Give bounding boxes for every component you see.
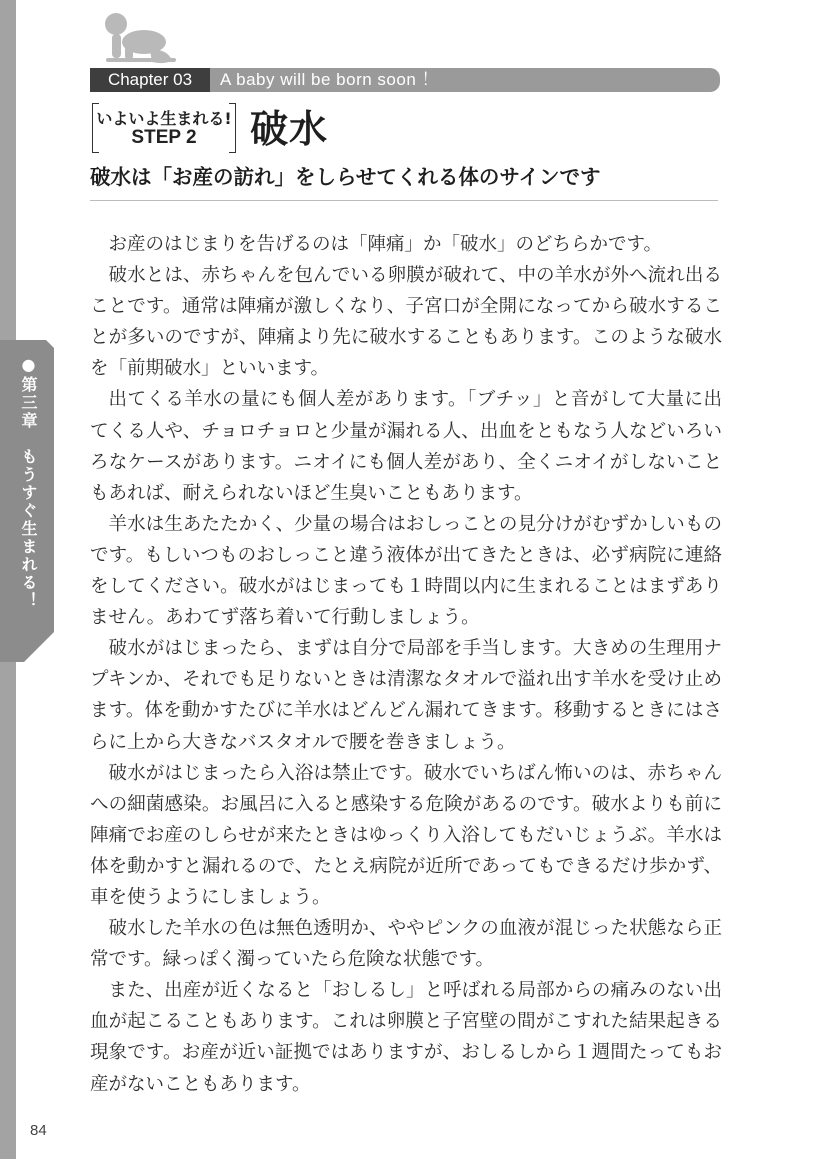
step-badge — [92, 103, 236, 153]
paragraph: 破水がはじまったら入浴は禁止です。破水でいちばん怖いのは、赤ちゃんへの細菌感染。お風呂に入ると感染する危険があるのです。破水よりも前に陣痛でお産のしらせが来たときはゆっくり入浴してもだいじょうぶ。羊水は体を動かすと漏れるので、たとえ病院が近所であってもできるだけ歩かず、車を使うようにしましょう。 — [90, 762, 722, 908]
body-text — [90, 229, 722, 1100]
paragraph: 羊水は生あたたかく、少量の場合はおしっことの見分けがむずかしいものです。もしいつものおしっこと違う液体が出てきたときは、必ず病院に連絡をしてください。破水がはじまっても１時間以内に生まれることはまずありません。あわてず落ち着いて行動しましょう。 — [90, 513, 722, 629]
step-badge-caption: いよいよ生まれる! — [96, 109, 232, 128]
chapter-label: Chapter 03 — [90, 68, 210, 92]
page-subtitle: 破水は「お産の訪れ」をしらせてくれる体のサインです — [90, 165, 601, 189]
title-divider — [90, 200, 718, 201]
chapter-subtitle: A baby will be born soon ！ — [220, 70, 440, 89]
paragraph: また、出産が近くなると「おしるし」と呼ばれる局部からの痛みのない出血が起こることもあります。これは卵膜と子宮壁の間がこすれた結果起きる現象です。お産が近い証拠ではありますが、おしるしから１週間たってもお産がないこともあります。 — [90, 980, 722, 1095]
page-number: 84 — [30, 1122, 47, 1139]
paragraph: 破水した羊水の色は無色透明か、ややピンクの血液が混じった状態なら正常です。緑っぽく濁っていたら危険な状態です。 — [90, 918, 722, 971]
crawling-baby-icon — [96, 10, 178, 68]
paragraph: 破水がはじまったら、まずは自分で局部を手当します。大きめの生理用ナプキンか、それでも足りないときは清潔なタオルで溢れ出す羊水を受け止めます。体を動かすたびに羊水はどんどん漏れてきます。移動するときにはさらに上から大きなバスタオルで腰を巻きましょう。 — [90, 638, 722, 753]
step-badge-number: STEP 2 — [131, 127, 197, 148]
chapter-side-tab-text: ●第三章 もうすぐ生まれる！ — [19, 355, 38, 610]
paragraph: 破水とは、赤ちゃんを包んでいる卵膜が破れて、中の羊水が外へ流れ出ることです。通常は陣痛が激しくなり、子宮口が全開になってから破水することが多いのですが、陣痛より先に破水することもあります。このような破水を「前期破水」といいます。 — [90, 265, 722, 380]
chapter-header-bar — [90, 68, 720, 92]
paragraph: お産のはじまりを告げるのは「陣痛」か「破水」のどちらかです。 — [108, 234, 663, 255]
paragraph: 出てくる羊水の量にも個人差があります。「ブチッ」と音がして大量に出てくる人や、チョロチョロと少量が漏れる人、出血をともなう人などいろいろなケースがあります。ニオイにも個人差があり、全くニオイがしないこともあれば、耐えられないほど生臭いこともあります。 — [90, 389, 722, 504]
page-title: 破水 — [250, 107, 329, 151]
